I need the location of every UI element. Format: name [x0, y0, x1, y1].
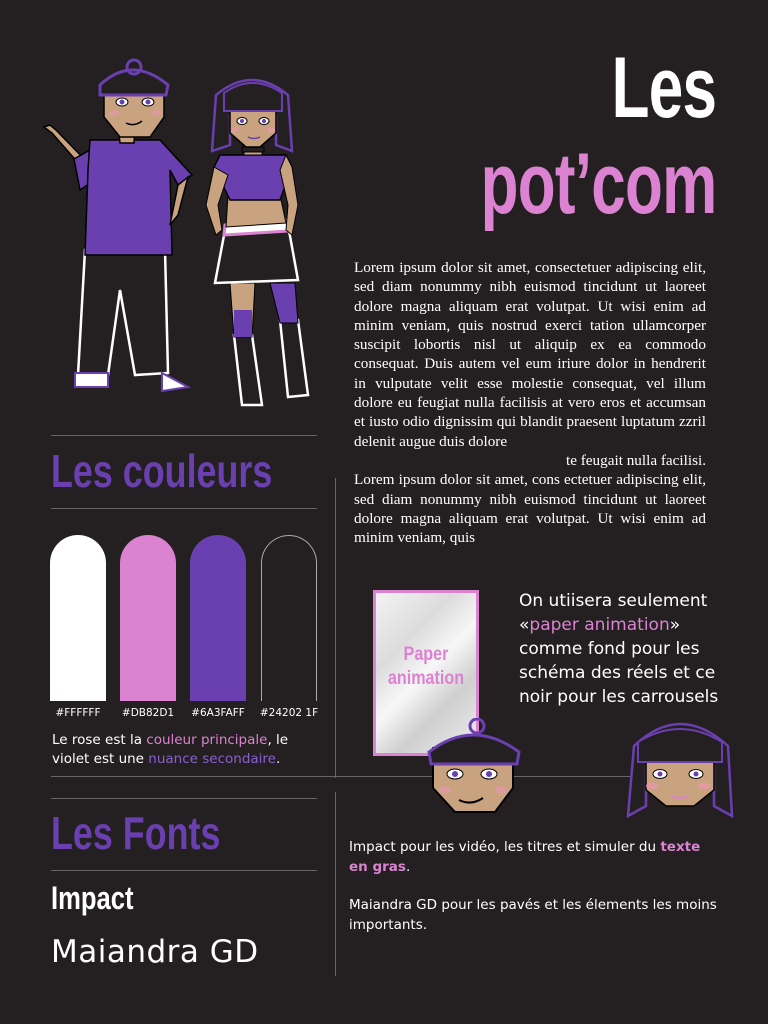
- paper-sample-line-1: Paper: [403, 644, 449, 665]
- font-sample-impact: Impact: [51, 880, 134, 916]
- title-line-2: pot’com: [480, 136, 716, 232]
- colors-note-highlight-pink: couleur principale: [146, 732, 268, 748]
- girl-character: [206, 80, 308, 405]
- colors-note-text: Le rose est la: [52, 732, 147, 748]
- divider: [51, 508, 317, 509]
- divider-vertical: [335, 478, 336, 778]
- paper-sample-label: [384, 643, 469, 691]
- title-line-1: Les: [611, 40, 716, 136]
- swatch-white: [50, 535, 106, 701]
- paper-note: [519, 589, 719, 709]
- fonts-note-highlight: texte en gras: [349, 839, 701, 875]
- paper-note-text: » comme fond pour les schéma des réels et ce noir pour les carrousels: [519, 615, 719, 707]
- swatch-label-pink: #DB82D1: [121, 707, 175, 719]
- colors-heading: Les couleurs: [51, 445, 273, 497]
- paper-note-highlight: paper animation: [529, 615, 670, 635]
- fonts-note: [349, 838, 719, 954]
- swatch-dark: [261, 535, 317, 701]
- colors-note-text: .: [275, 751, 281, 767]
- divider-vertical: [335, 792, 336, 976]
- divider: [51, 435, 317, 436]
- swatch-label-white: #FFFFFF: [55, 707, 101, 719]
- lorem-paragraph-2: Lorem ipsum dolor sit amet, cons ectetuer adipiscing elit, sed diam nonummy nibh euismod tincidunt ut laoreet dolore magna aliquam erat volutpat. Ut wisi enim ad minim veniam, quis: [354, 471, 706, 547]
- boy-character: [44, 60, 192, 391]
- swatch-label-dark: #24202 1F: [259, 707, 319, 719]
- colors-note-text: , le violet est une: [52, 732, 289, 767]
- characters-illustration: [30, 55, 320, 415]
- lorem-paragraph-1-end: te feugait nulla facilisi.: [565, 451, 706, 469]
- divider: [51, 870, 317, 871]
- fonts-note-impact: [349, 838, 719, 877]
- fonts-note-text: .: [405, 858, 411, 875]
- swatch-violet: [190, 535, 246, 701]
- swatch-pink: [120, 535, 176, 701]
- colors-note: [52, 731, 312, 769]
- colors-note-highlight-violet: nuance secondaire: [148, 751, 276, 767]
- boy-head-illustration: [425, 718, 525, 818]
- fonts-note-maiandra: Maiandra GD pour les pavés et les élements les moins importants.: [349, 897, 717, 933]
- fonts-heading: Les Fonts: [51, 807, 221, 859]
- paper-sample-line-2: animation: [387, 668, 465, 689]
- girl-head-illustration: [624, 706, 736, 822]
- divider: [51, 798, 317, 799]
- lorem-text-block: [354, 258, 706, 566]
- font-sample-maiandra: Maiandra GD: [51, 934, 259, 970]
- paper-note-text: On utiisera seulement «: [519, 591, 708, 635]
- swatch-label-violet: #6A3FAFF: [191, 707, 245, 719]
- fonts-note-text: Impact pour les vidéo, les titres et simuler du: [349, 839, 661, 855]
- lorem-paragraph-1: Lorem ipsum dolor sit amet, consectetuer adipiscing elit, sed diam nonummy nibh euismod tincidunt ut laoreet dolore magna aliquam erat volutpat. Ut wisi enim ad minim veniam, quis nostrud exerci tation ullamcorper suscipit lobortis nisl ut aliquip ex ea commodo consequat. Duis autem vel eum iriure dolor in hendrerit in vulputate velit esse molestie consequat, vel illum dolore eu feugiat nulla facilisis at vero eros et accumsan et iusto odio dignissim qui blandit praesent luptatum zzril delenit augue duis dolore: [354, 259, 706, 450]
